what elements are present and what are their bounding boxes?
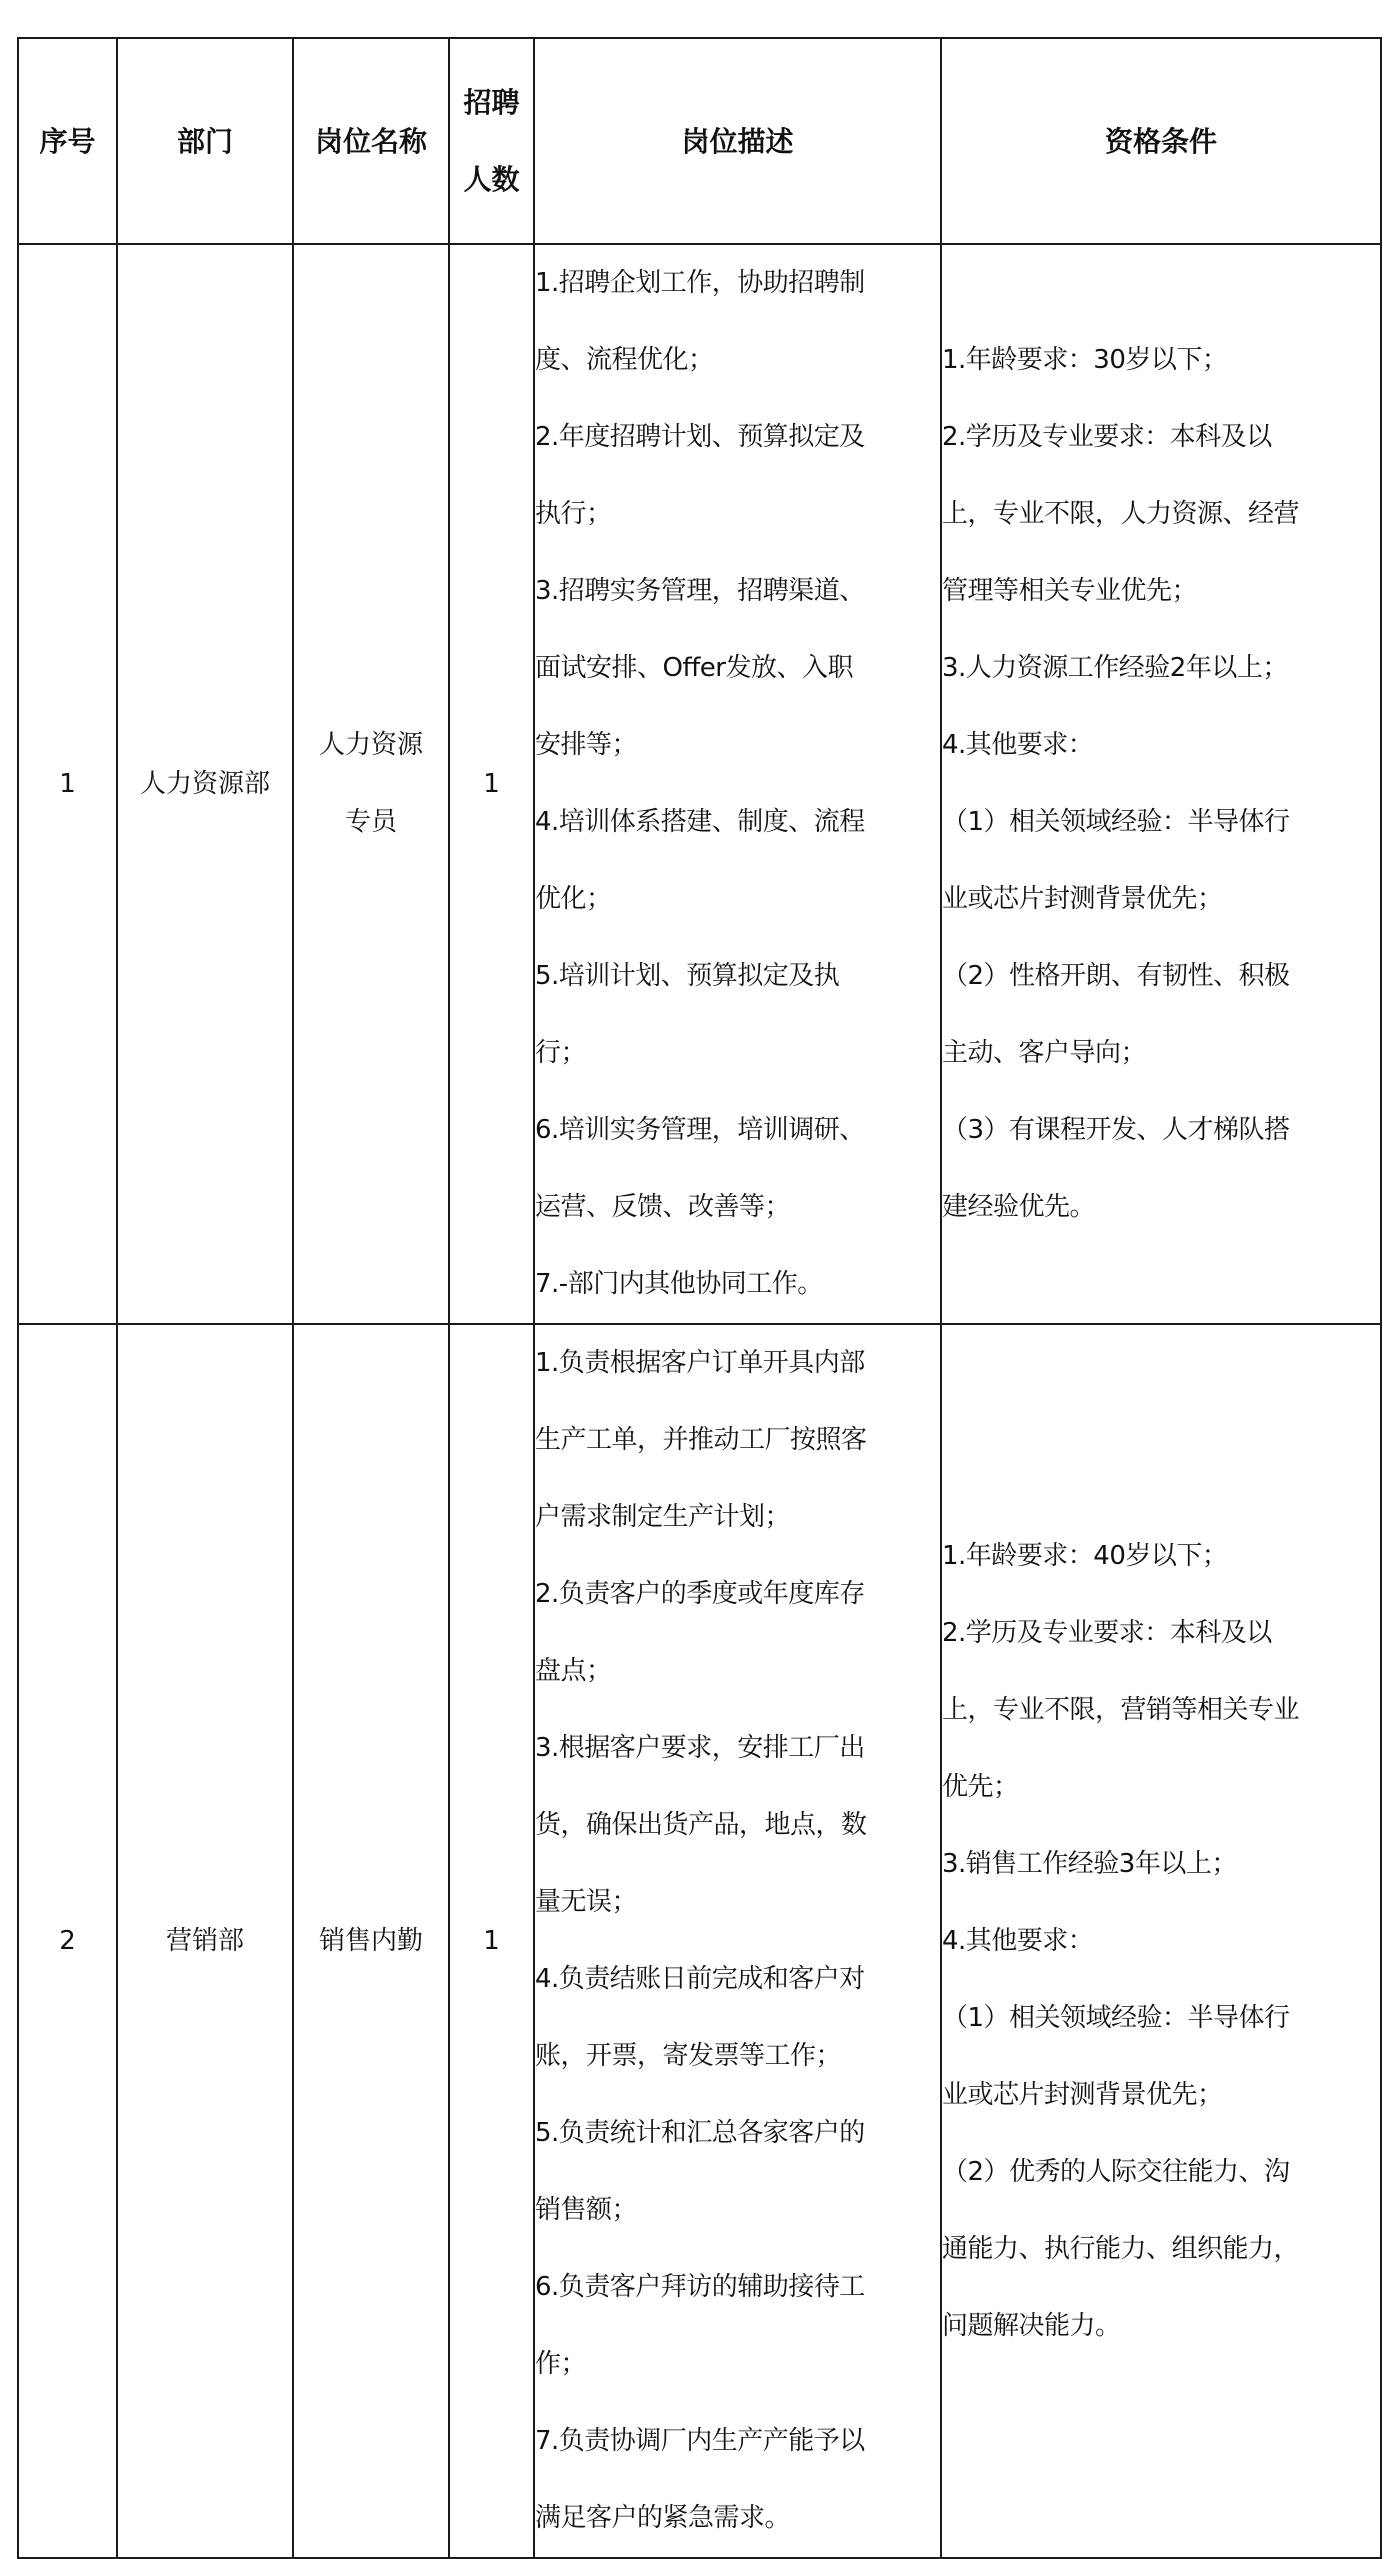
- text-line: 优先；: [942, 1771, 1019, 1802]
- position-title-line: 销售内勤: [318, 1925, 423, 1956]
- text-line: 度、流程优化；: [535, 345, 714, 375]
- text-line: 通能力、执行能力、组织能力，: [942, 2233, 1300, 2264]
- position-title-line: 人力资源: [318, 730, 423, 760]
- cell-qualifications: [941, 1324, 1381, 2558]
- header-position-title: 岗位名称: [293, 38, 449, 244]
- cell-department: 营销部: [117, 1324, 293, 2558]
- text-line: 2.负责客户的季度或年度库存: [535, 1579, 865, 1609]
- text-line: 优化；: [535, 884, 612, 914]
- text-line: 1.负责根据客户订单开具内部: [535, 1348, 865, 1378]
- cell-position-title: [293, 244, 449, 1324]
- text-line: 生产工单，并推动工厂按照客: [535, 1425, 867, 1455]
- text-line: 问题解决能力。: [942, 2310, 1121, 2341]
- text-line: 销售额；: [535, 2195, 638, 2225]
- text-line: 盘点；: [535, 1656, 612, 1686]
- text-line: 4.负责结账日前完成和客户对: [535, 1964, 865, 1994]
- cell-department: 人力资源部: [117, 244, 293, 1324]
- cell-job-description: [534, 244, 941, 1324]
- text-line: 1.招聘企划工作，协助招聘制: [535, 268, 865, 298]
- text-line: 业或芯片封测背景优先；: [942, 884, 1223, 914]
- position-title-line: 专员: [344, 807, 397, 837]
- recruitment-table: [17, 37, 1382, 2559]
- table-row: [18, 1324, 1381, 2558]
- header-row: [18, 38, 1381, 244]
- text-line: 5.负责统计和汇总各家客户的: [535, 2118, 865, 2148]
- text-line: （2）性格开朗、有韧性、积极: [942, 961, 1290, 991]
- text-line: 户需求制定生产计划；: [535, 1502, 791, 1532]
- table-row: [18, 244, 1381, 1324]
- text-line: 建经验优先。: [942, 1192, 1096, 1222]
- text-line: 执行；: [535, 499, 612, 529]
- header-job-description: 岗位描述: [534, 38, 941, 244]
- text-line: 2.年度招聘计划、预算拟定及: [535, 422, 865, 452]
- text-line: （1）相关领域经验：半导体行: [942, 2002, 1290, 2033]
- text-line: 4.培训体系搭建、制度、流程: [535, 807, 865, 837]
- text-line: 1.年龄要求：40岁以下；: [942, 1540, 1228, 1571]
- cell-headcount: 1: [449, 244, 534, 1324]
- text-line: 上，专业不限，人力资源、经营: [942, 499, 1300, 529]
- text-line: 主动、客户导向；: [942, 1038, 1147, 1068]
- text-line: 5.培训计划、预算拟定及执: [535, 961, 840, 991]
- text-line: 量无误；: [535, 1887, 638, 1917]
- header-headcount-line: 人数: [463, 163, 520, 196]
- text-line: （1）相关领域经验：半导体行: [942, 807, 1290, 837]
- header-department: 部门: [117, 38, 293, 244]
- header-headcount: [449, 38, 534, 244]
- text-line: 3.人力资源工作经验2年以上；: [942, 653, 1288, 683]
- text-line: （2）优秀的人际交往能力、沟: [942, 2156, 1290, 2187]
- cell-index: 2: [18, 1324, 117, 2558]
- cell-index: 1: [18, 244, 117, 1324]
- text-line: 运营、反馈、改善等；: [535, 1192, 791, 1222]
- text-line: 行；: [535, 1038, 587, 1068]
- text-line: （3）有课程开发、人才梯队搭: [942, 1115, 1290, 1145]
- cell-headcount: 1: [449, 1324, 534, 2558]
- header-headcount-line: 招聘: [463, 86, 520, 119]
- text-line: 安排等；: [535, 730, 638, 760]
- text-line: 作；: [535, 2349, 587, 2379]
- text-line: 3.根据客户要求，安排工厂出: [535, 1733, 865, 1763]
- header-index: 序号: [18, 38, 117, 244]
- cell-qualifications: [941, 244, 1381, 1324]
- text-line: 6.负责客户拜访的辅助接待工: [535, 2272, 865, 2302]
- text-line: 满足客户的紧急需求。: [535, 2503, 791, 2533]
- text-line: 4.其他要求：: [942, 730, 1094, 760]
- text-line: 4.其他要求：: [942, 1925, 1094, 1956]
- text-line: 3.招聘实务管理，招聘渠道、: [535, 576, 865, 606]
- text-line: 1.年龄要求：30岁以下；: [942, 345, 1228, 375]
- text-line: 7.-部门内其他协同工作。: [535, 1269, 823, 1299]
- text-line: 账，开票，寄发票等工作；: [535, 2041, 842, 2071]
- text-line: 面试安排、Offer发放、入职: [535, 653, 853, 683]
- text-line: 3.销售工作经验3年以上；: [942, 1848, 1237, 1879]
- text-line: 上，专业不限，营销等相关专业: [942, 1694, 1300, 1725]
- cell-position-title: [293, 1324, 449, 2558]
- header-qualifications: 资格条件: [941, 38, 1381, 244]
- text-line: 2.学历及专业要求：本科及以: [942, 1617, 1272, 1648]
- text-line: 业或芯片封测背景优先；: [942, 2079, 1223, 2110]
- text-line: 货，确保出货产品，地点，数: [535, 1810, 867, 1840]
- text-line: 2.学历及专业要求：本科及以: [942, 422, 1272, 452]
- text-line: 管理等相关专业优先；: [942, 576, 1198, 606]
- text-line: 7.负责协调厂内生产产能予以: [535, 2426, 865, 2456]
- text-line: 6.培训实务管理，培训调研、: [535, 1115, 865, 1145]
- cell-job-description: [534, 1324, 941, 2558]
